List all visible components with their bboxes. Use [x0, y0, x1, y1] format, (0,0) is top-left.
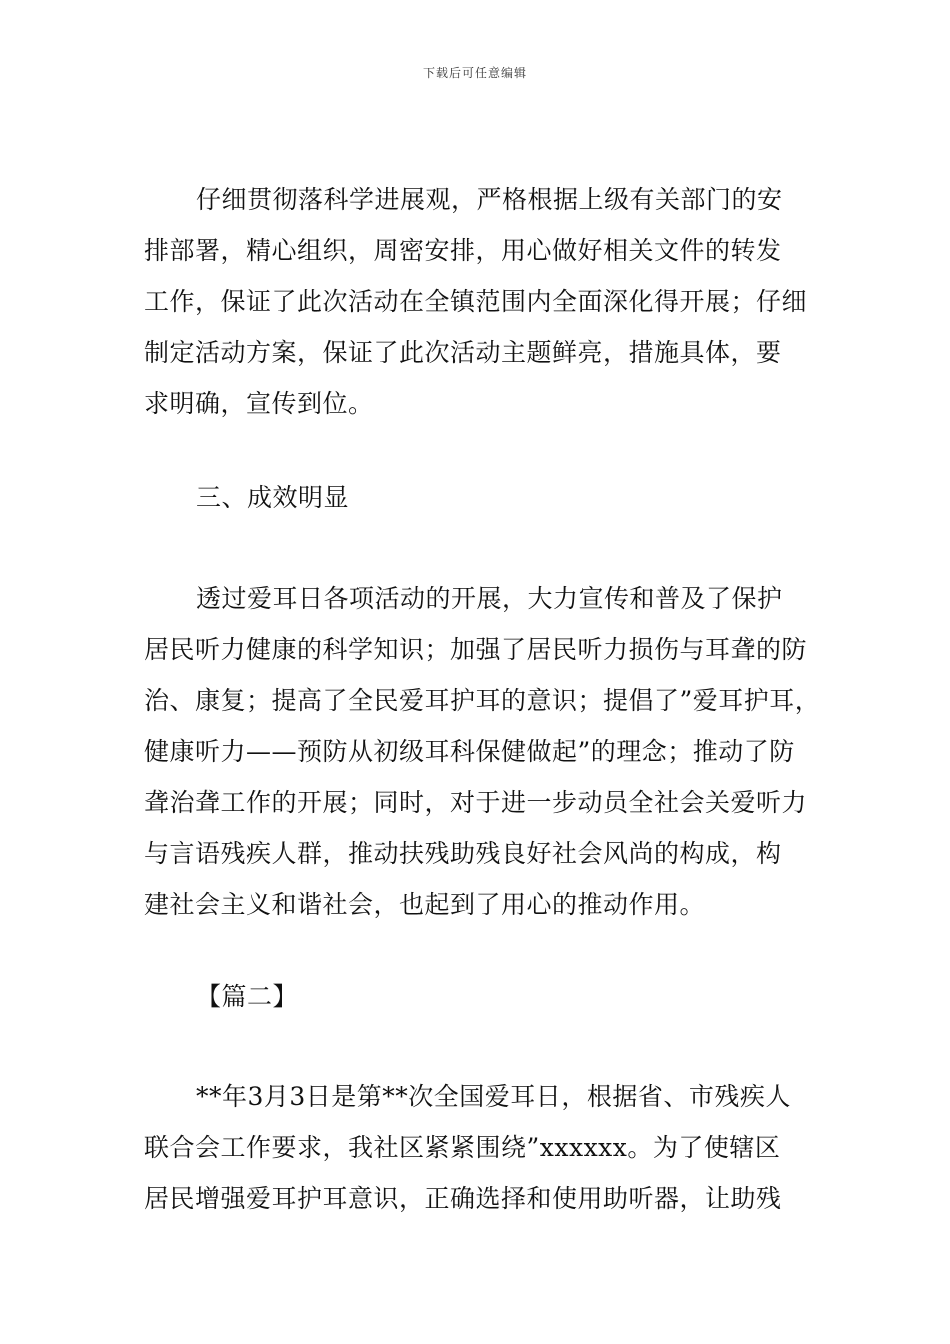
paragraph-line: 排部署，精心组织，周密安排，用心做好相关文件的转发 — [144, 236, 782, 265]
paragraph-3 — [144, 1071, 824, 1224]
paragraph-1 — [144, 174, 824, 429]
section-title-part-two — [144, 971, 824, 1022]
paragraph-line: 健康听力——预防从初级耳科保健做起”的理念；推动了防 — [144, 737, 795, 766]
paragraph-line: 聋治聋工作的开展；同时，对于进一步动员全社会关爱听力 — [144, 788, 808, 817]
heading-text: 三、成效明显 — [196, 483, 350, 512]
paragraph-line: 治、康复；提高了全民爱耳护耳的意识；提倡了”爱耳护耳， — [144, 686, 821, 715]
paragraph-line: 制定活动方案，保证了此次活动主题鲜亮，措施具体，要 — [144, 338, 782, 367]
paragraph-line: 求明确，宣传到位。 — [144, 389, 374, 418]
paragraph-line: **年3月3日是第**次全国爱耳日，根据省、市残疾人 — [196, 1082, 791, 1111]
page-header-note: 下载后可任意编辑 — [422, 66, 527, 80]
paragraph-line: 与言语残疾人群，推动扶残助残良好社会风尚的构成，构 — [144, 839, 782, 868]
paragraph-line: 工作，保证了此次活动在全镇范围内全面深化得开展；仔细 — [144, 287, 808, 316]
paragraph-line: 联合会工作要求，我社区紧紧围绕”xxxxxx。为了使辖区 — [144, 1133, 781, 1162]
paragraph-line: 居民增强爱耳护耳意识，正确选择和使用助听器，让助残 — [144, 1184, 782, 1213]
paragraph-line: 透过爱耳日各项活动的开展，大力宣传和普及了保护 — [196, 584, 783, 613]
section-heading-3 — [144, 472, 824, 523]
paragraph-line: 仔细贯彻落科学进展观，严格根据上级有关部门的安 — [196, 185, 783, 214]
paragraph-2 — [144, 573, 824, 930]
paragraph-line: 建社会主义和谐社会，也起到了用心的推动作用。 — [144, 890, 706, 919]
section-title-text: 【篇二】 — [196, 982, 299, 1011]
paragraph-line: 居民听力健康的科学知识；加强了居民听力损伤与耳聋的防 — [144, 635, 808, 664]
